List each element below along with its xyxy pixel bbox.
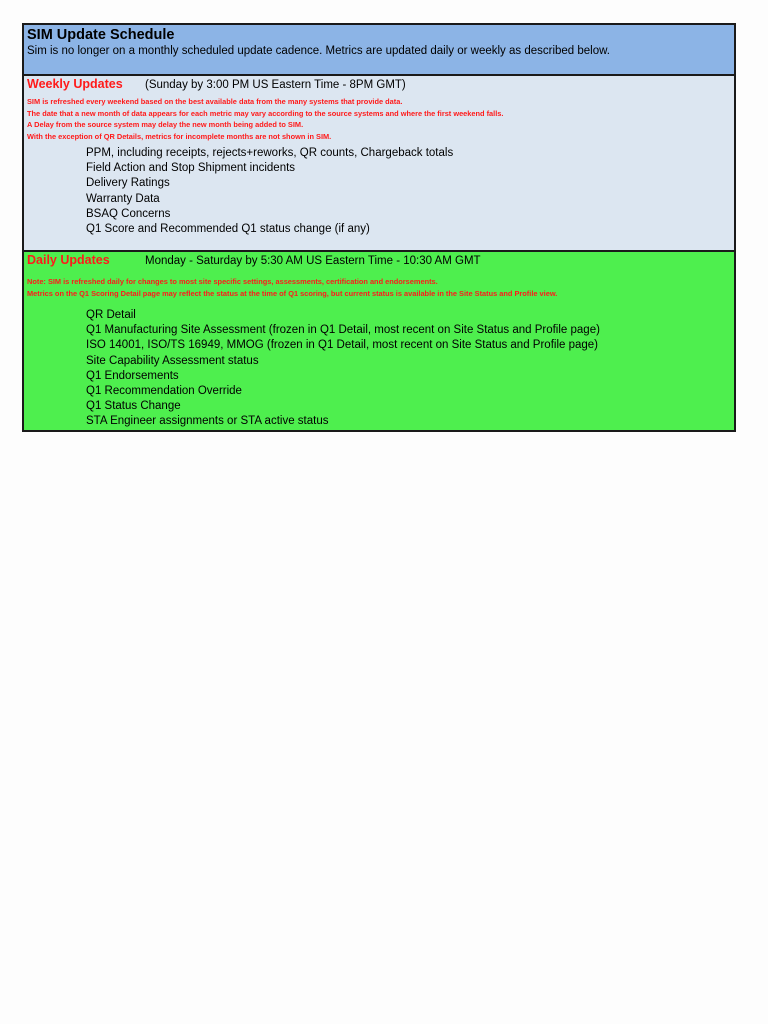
weekly-label: Weekly Updates — [27, 77, 123, 91]
weekly-section — [24, 76, 734, 252]
schedule-table — [22, 23, 736, 432]
list-item: Q1 Score and Recommended Q1 status change (if any) — [86, 222, 370, 235]
weekly-note: A Delay from the source system may delay the new month being added to SIM. — [27, 120, 304, 129]
weekly-item-list — [86, 146, 453, 237]
daily-note: Note: SIM is refreshed daily for changes to most site specific settings, assessments, certification and endorsements. — [27, 277, 438, 286]
list-item: PPM, including receipts, rejects+reworks, QR counts, Chargeback totals — [86, 147, 454, 159]
list-item: Q1 Recommendation Override — [86, 384, 242, 397]
weekly-notes — [27, 96, 503, 142]
daily-time: Monday - Saturday by 5:30 AM US Eastern Time - 10:30 AM GMT — [145, 255, 481, 267]
daily-notes — [27, 276, 557, 299]
weekly-note: With the exception of QR Details, metrics for incomplete months are not shown in SIM. — [27, 131, 332, 141]
weekly-time: (Sunday by 3:00 PM US Eastern Time - 8PM GMT) — [145, 79, 406, 91]
weekly-note: SIM is refreshed every weekend based on the best available data from the many systems that provide data. — [27, 97, 403, 106]
header-section — [24, 25, 734, 76]
list-item: Field Action and Stop Shipment incidents — [86, 162, 296, 175]
daily-section — [24, 252, 734, 430]
daily-note: Metrics on the Q1 Scoring Detail page may reflect the status at the time of Q1 scoring, but current status is available in the Site Status and Profile view. — [27, 288, 558, 298]
list-item: Q1 Endorsements — [86, 369, 179, 382]
list-item: Warranty Data — [86, 192, 160, 205]
daily-item-list — [86, 308, 600, 430]
list-item: STA Engineer assignments or STA active status — [86, 415, 329, 428]
page-subtitle: Sim is no longer on a monthly scheduled update cadence. Metrics are updated daily or weekly as described below. — [27, 45, 611, 57]
list-item: QR Detail — [86, 309, 136, 321]
list-item: Site Capability Assessment status — [86, 354, 259, 367]
list-item: Delivery Ratings — [86, 177, 170, 190]
list-item: Q1 Manufacturing Site Assessment (frozen in Q1 Detail, most recent on Site Status and Profile page) — [86, 324, 600, 337]
list-item: ISO 14001, ISO/TS 16949, MMOG (frozen in Q1 Detail, most recent on Site Status and Profile page) — [86, 339, 598, 352]
page-title: SIM Update Schedule — [27, 27, 175, 43]
list-item: BSAQ Concerns — [86, 207, 171, 220]
weekly-note: The date that a new month of data appears for each metric may vary according to the source systems and where the first weekend falls. — [27, 108, 504, 118]
list-item: Q1 Status Change — [86, 400, 181, 413]
daily-label: Daily Updates — [27, 253, 110, 267]
